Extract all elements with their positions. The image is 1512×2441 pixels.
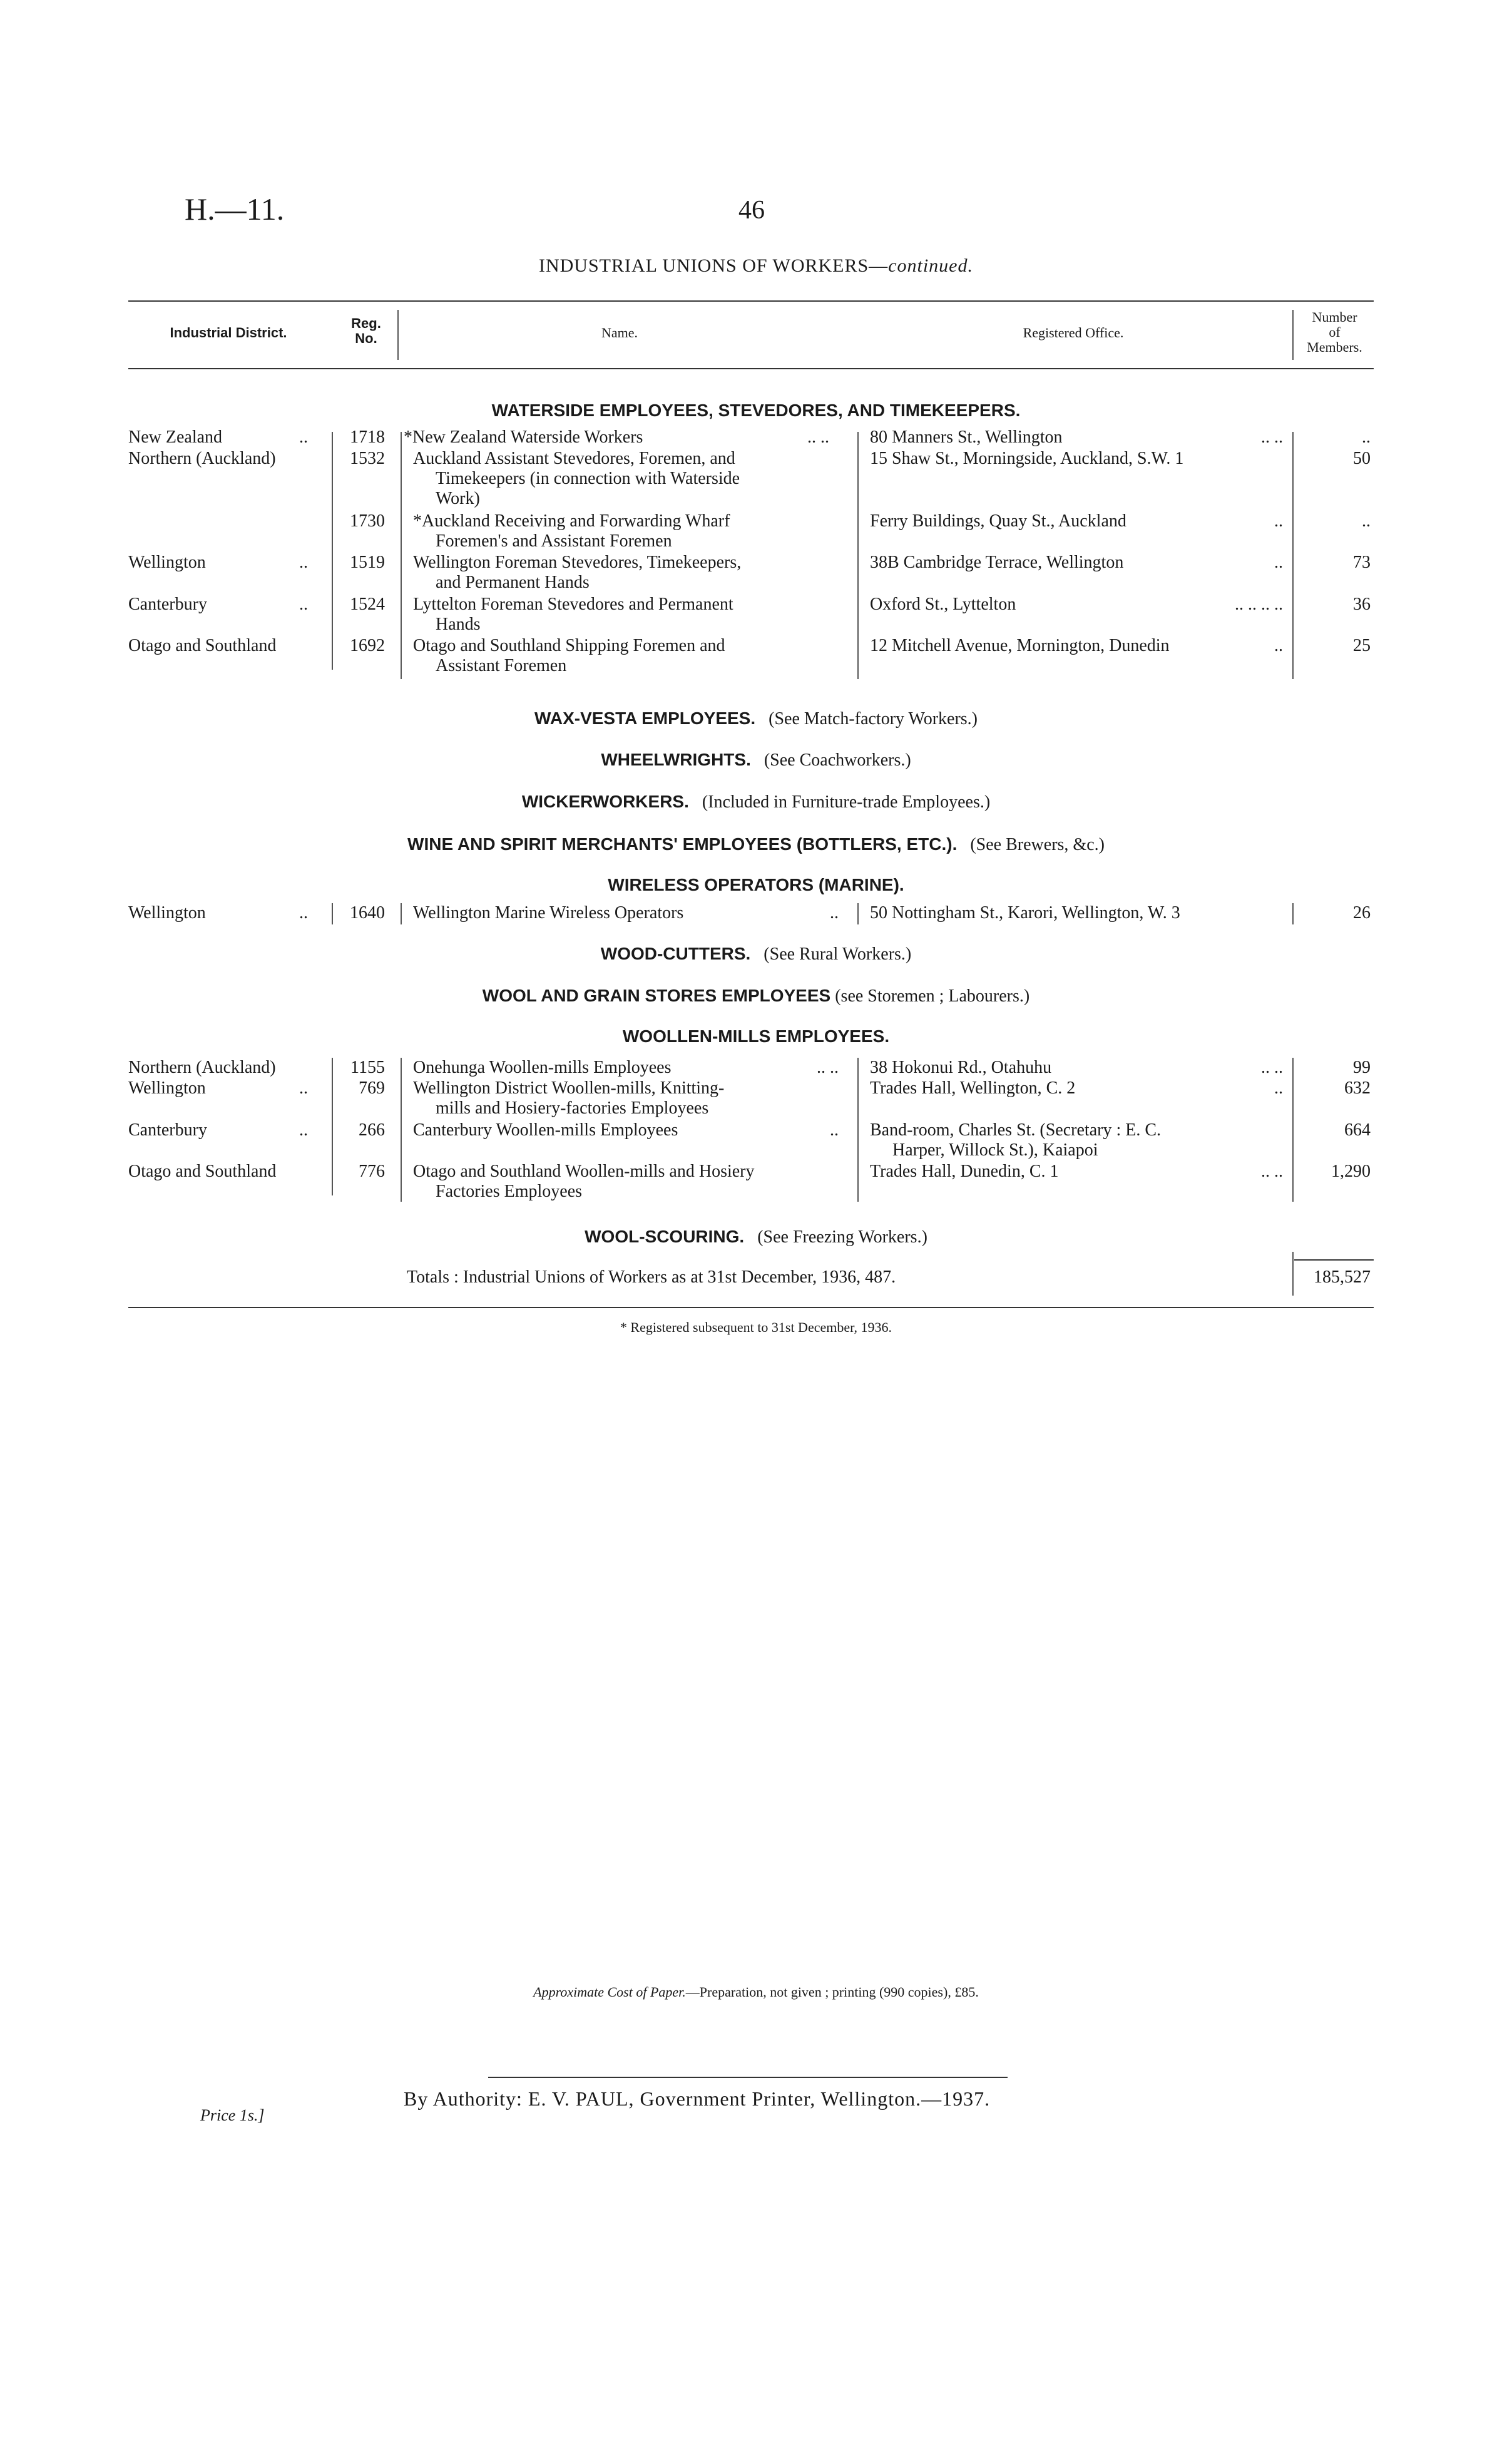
name-line: Auckland Assistant Stevedores, Foremen, and bbox=[413, 449, 735, 468]
table-row-office bbox=[870, 1058, 1283, 1078]
col-members-line1: Number bbox=[1312, 309, 1357, 325]
col-members-line3: Members. bbox=[1307, 339, 1362, 355]
table-row-members: .. bbox=[1362, 511, 1371, 531]
table-row-members: 26 bbox=[1353, 903, 1371, 923]
page-number: 46 bbox=[738, 196, 765, 225]
leader-dots: .. bbox=[1274, 553, 1283, 572]
table-row-office bbox=[870, 1120, 1283, 1160]
col-reg bbox=[338, 316, 394, 346]
column-rule bbox=[857, 432, 859, 679]
subtitle-main: INDUSTRIAL UNIONS OF WORKERS— bbox=[538, 255, 889, 276]
name-line: Otago and Southland Shipping Foremen and bbox=[413, 636, 725, 655]
document-code: H.—11. bbox=[185, 192, 285, 227]
name-line: Wellington District Woollen-mills, Knitting- bbox=[413, 1078, 725, 1098]
table-row-members: 632 bbox=[1344, 1078, 1371, 1098]
table-row-name bbox=[404, 427, 829, 448]
column-rule bbox=[1292, 432, 1294, 679]
col-members bbox=[1295, 310, 1374, 355]
leader-dots: .. .. bbox=[1261, 1162, 1283, 1181]
leader-dots: .. .. bbox=[807, 427, 829, 447]
table-row-members: 73 bbox=[1353, 553, 1371, 572]
leader-dots: .. bbox=[830, 1120, 839, 1140]
page-subtitle bbox=[0, 255, 1512, 277]
office-text: Trades Hall, Dunedin, C. 1 bbox=[870, 1162, 1059, 1181]
col-reg-line1: Reg. bbox=[351, 315, 381, 331]
name-line: Assistant Foremen bbox=[436, 656, 567, 675]
leader-dots: .. bbox=[299, 553, 308, 572]
name-line: Foremen's and Assistant Foremen bbox=[436, 531, 672, 551]
section-note: (See Match-factory Workers.) bbox=[769, 709, 978, 729]
col-members-line2: of bbox=[1329, 324, 1341, 340]
office-line: Band-room, Charles St. (Secretary : E. C. bbox=[870, 1120, 1162, 1140]
table-row-district: Northern (Auckland) bbox=[128, 449, 276, 468]
header-divider bbox=[1292, 310, 1294, 360]
authority-rule bbox=[488, 2077, 1008, 2078]
table-row-name bbox=[413, 1078, 839, 1118]
column-rule bbox=[857, 903, 859, 924]
section-note: (Included in Furniture-trade Employees.) bbox=[702, 792, 991, 812]
table-row-members: 50 bbox=[1353, 449, 1371, 468]
office-line: Harper, Willock St.), Kaiapoi bbox=[892, 1140, 1098, 1160]
table-row-members: 1,290 bbox=[1331, 1162, 1371, 1181]
table-row-reg: 1692 bbox=[350, 636, 385, 655]
section-wickerworkers bbox=[0, 792, 1512, 812]
table-row-district: Canterbury bbox=[128, 1120, 207, 1140]
leader-dots: .. bbox=[299, 1078, 308, 1098]
table-row-reg: 1532 bbox=[350, 449, 385, 468]
table-row-district: Otago and Southland bbox=[128, 636, 277, 655]
section-title: WOOL-SCOURING. bbox=[585, 1227, 745, 1246]
header-top-rule bbox=[128, 300, 1374, 302]
authority-line: By Authority: E. V. PAUL, Government Printer, Wellington.—1937. bbox=[404, 2087, 991, 2110]
leader-dots: .. bbox=[1274, 511, 1283, 531]
subtitle-italic: continued. bbox=[888, 255, 973, 276]
section-wax-vesta bbox=[0, 709, 1512, 729]
section-note: (See Coachworkers.) bbox=[764, 750, 911, 770]
leader-dots: .. .. bbox=[1261, 427, 1283, 447]
column-rule bbox=[1292, 903, 1294, 924]
name-line: Factories Employees bbox=[436, 1182, 583, 1201]
totals-value: 185,527 bbox=[1314, 1267, 1371, 1287]
column-rule bbox=[401, 1058, 402, 1202]
price-label: Price 1s.] bbox=[200, 2106, 265, 2124]
column-rule bbox=[1292, 1058, 1294, 1202]
section-wool-scouring bbox=[0, 1227, 1512, 1247]
cost-of-paper bbox=[0, 1984, 1512, 2000]
section-note: (See Rural Workers.) bbox=[764, 944, 912, 964]
office-text: Ferry Buildings, Quay St., Auckland bbox=[870, 511, 1126, 531]
table-row-office bbox=[870, 1162, 1283, 1182]
table-row-district: Northern (Auckland) bbox=[128, 1058, 276, 1077]
section-wireless-title: WIRELESS OPERATORS (MARINE). bbox=[608, 875, 904, 894]
section-woollen-title: WOOLLEN-MILLS EMPLOYEES. bbox=[622, 1026, 890, 1046]
name-line: and Permanent Hands bbox=[436, 573, 590, 592]
table-row-members: .. bbox=[1362, 427, 1371, 447]
section-title: WHEELWRIGHTS. bbox=[601, 750, 751, 769]
office-text: Oxford St., Lyttelton bbox=[870, 595, 1016, 614]
name-line: Otago and Southland Woollen-mills and Hosiery bbox=[413, 1162, 755, 1181]
leader-dots: .. .. bbox=[1261, 1058, 1283, 1077]
header-bottom-rule bbox=[128, 368, 1374, 369]
office-text: 38B Cambridge Terrace, Wellington bbox=[870, 553, 1124, 572]
column-rule bbox=[401, 432, 402, 679]
table-row-district: New Zealand bbox=[128, 427, 223, 447]
col-reg-line2: No. bbox=[355, 330, 377, 346]
table-row-reg: 1718 bbox=[350, 427, 385, 447]
table-row-office bbox=[870, 595, 1283, 615]
section-note: (See Brewers, &c.) bbox=[970, 835, 1105, 854]
section-title: WOOL AND GRAIN STORES EMPLOYEES bbox=[482, 986, 831, 1005]
name-line: *Auckland Receiving and Forwarding Wharf bbox=[413, 511, 730, 531]
table-row-name bbox=[413, 553, 839, 593]
leader-dots: .. bbox=[830, 903, 839, 923]
name-line: Work) bbox=[436, 489, 480, 508]
table-row-reg: 1524 bbox=[350, 595, 385, 614]
header-divider bbox=[397, 310, 399, 360]
col-office: Registered Office. bbox=[1023, 325, 1124, 340]
table-row-district: Canterbury bbox=[128, 595, 207, 614]
table-row-office: 15 Shaw St., Morningside, Auckland, S.W. 1 bbox=[870, 449, 1184, 468]
cost-rest: —Preparation, not given ; printing (990 copies), £85. bbox=[685, 1984, 979, 2000]
leader-dots: .. bbox=[299, 903, 308, 923]
footnote: * Registered subsequent to 31st December, 1936. bbox=[620, 1319, 892, 1335]
name-text: Onehunga Woollen-mills Employees bbox=[413, 1058, 672, 1077]
table-row-name bbox=[413, 511, 839, 551]
section-waterside-title: WATERSIDE EMPLOYEES, STEVEDORES, AND TIMEKEEPERS. bbox=[491, 401, 1021, 420]
table-row-reg: 1730 bbox=[350, 511, 385, 531]
leader-dots: .. bbox=[299, 1120, 308, 1140]
office-text: 80 Manners St., Wellington bbox=[870, 427, 1063, 447]
name-line: Wellington Foreman Stevedores, Timekeepers, bbox=[413, 553, 742, 572]
col-name: Name. bbox=[601, 325, 638, 340]
table-row-office bbox=[870, 636, 1283, 656]
table-row-reg: 769 bbox=[359, 1078, 385, 1098]
leader-dots: .. bbox=[1274, 1078, 1283, 1098]
section-title: WAX-VESTA EMPLOYEES. bbox=[534, 709, 756, 728]
table-row-reg: 1155 bbox=[350, 1058, 385, 1077]
table-row-office bbox=[870, 427, 1283, 448]
name-line: Timekeepers (in connection with Waterside bbox=[436, 469, 740, 488]
leader-dots: .. .. bbox=[817, 1058, 839, 1077]
table-row-reg: 266 bbox=[359, 1120, 385, 1140]
section-wood-cutters bbox=[0, 944, 1512, 965]
table-row-name bbox=[413, 449, 839, 509]
column-rule bbox=[401, 903, 402, 924]
section-wheelwrights bbox=[0, 750, 1512, 770]
table-row-name bbox=[413, 903, 839, 923]
table-row-office bbox=[870, 511, 1283, 531]
table-row-name bbox=[413, 1058, 839, 1078]
table-row-members: 99 bbox=[1353, 1058, 1371, 1077]
cost-italic: Approximate Cost of Paper. bbox=[533, 1984, 686, 2000]
section-title: WINE AND SPIRIT MERCHANTS' EMPLOYEES (BOTTLERS, ETC.). bbox=[407, 834, 958, 854]
table-row-reg: 1640 bbox=[350, 903, 385, 923]
table-row-members: 25 bbox=[1353, 636, 1371, 655]
name-line: mills and Hosiery-factories Employees bbox=[436, 1098, 709, 1118]
table-bottom-rule bbox=[128, 1307, 1374, 1308]
table-row-district: Wellington bbox=[128, 903, 206, 923]
office-text: 12 Mitchell Avenue, Mornington, Dunedin bbox=[870, 636, 1170, 655]
table-row-name bbox=[413, 636, 839, 676]
table-row-office: 50 Nottingham St., Karori, Wellington, W. 3 bbox=[870, 903, 1180, 923]
leader-dots: .. bbox=[299, 595, 308, 614]
section-title: WOOD-CUTTERS. bbox=[600, 944, 751, 963]
column-rule bbox=[857, 1058, 859, 1202]
table-row-name bbox=[413, 1162, 839, 1202]
section-note: (See Freezing Workers.) bbox=[757, 1227, 927, 1247]
section-wool-grain bbox=[0, 986, 1512, 1006]
table-row-members: 36 bbox=[1353, 595, 1371, 614]
table-row-office bbox=[870, 553, 1283, 573]
leader-dots: .. bbox=[1274, 636, 1283, 655]
table-row-name bbox=[413, 1120, 839, 1140]
section-title: WICKERWORKERS. bbox=[521, 792, 689, 811]
name-text: Canterbury Woollen-mills Employees bbox=[413, 1120, 678, 1140]
name-text: Wellington Marine Wireless Operators bbox=[413, 903, 684, 923]
section-note: (see Storemen ; Labourers.) bbox=[835, 986, 1030, 1006]
col-district: Industrial District. bbox=[170, 325, 287, 340]
section-wine bbox=[0, 834, 1512, 855]
table-row-district: Wellington bbox=[128, 553, 206, 572]
office-text: 38 Hokonui Rd., Otahuhu bbox=[870, 1058, 1052, 1077]
table-row-district: Otago and Southland bbox=[128, 1162, 277, 1181]
office-text: Trades Hall, Wellington, C. 2 bbox=[870, 1078, 1076, 1098]
name-line: Hands bbox=[436, 615, 481, 634]
leader-dots: .. .. .. .. bbox=[1235, 595, 1283, 614]
totals-rule bbox=[1294, 1259, 1374, 1261]
totals-label: Totals : Industrial Unions of Workers as at 31st December, 1936, 487. bbox=[407, 1267, 896, 1287]
table-row-reg: 776 bbox=[359, 1162, 385, 1181]
table-row-name bbox=[413, 595, 839, 635]
table-row-office bbox=[870, 1078, 1283, 1098]
name-line: Lyttelton Foreman Stevedores and Permanent bbox=[413, 595, 733, 614]
table-row-reg: 1519 bbox=[350, 553, 385, 572]
leader-dots: .. bbox=[299, 427, 308, 447]
table-row-district: Wellington bbox=[128, 1078, 206, 1098]
name-text: *New Zealand Waterside Workers bbox=[404, 427, 643, 447]
table-row-members: 664 bbox=[1344, 1120, 1371, 1140]
